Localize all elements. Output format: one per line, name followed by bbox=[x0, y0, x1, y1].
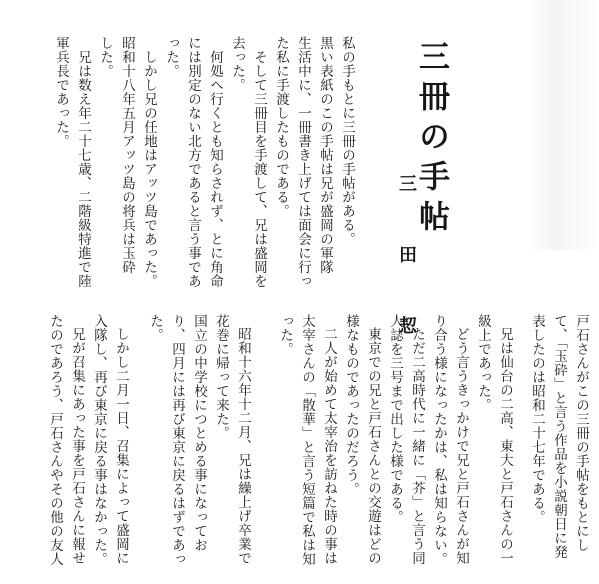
essay-title: 三冊の手帖 bbox=[413, 40, 449, 240]
lower-text-line: 国立の中学校につとめる事になってお bbox=[191, 314, 207, 552]
upper-text-line: 黒い表紙のこの手帖は兄が盛岡の軍隊 bbox=[317, 36, 333, 274]
lower-text-line: て、「玉砕」と言う作品を小説朝日に発 bbox=[551, 314, 567, 560]
upper-text-line: った。 bbox=[163, 36, 179, 78]
block-divider bbox=[8, 296, 591, 297]
upper-text-line: た私に手渡したものである。 bbox=[273, 36, 289, 218]
lower-text-line: た。 bbox=[147, 314, 163, 342]
upper-text-line: 兄は数え年二十七歳、二階級特進で陸 bbox=[75, 50, 91, 288]
author-name: 三 田 恝 bbox=[396, 174, 417, 350]
lower-text-line: 級上であった。 bbox=[475, 314, 491, 412]
lower-text-line: 表したのは昭和二十七年である。 bbox=[529, 314, 545, 524]
lower-text-line: たのであろう、戸石さんやその他の友人 bbox=[47, 314, 63, 566]
upper-text-line: 去った。 bbox=[229, 36, 245, 92]
lower-text-line: 人誌を三号まで出した様である。 bbox=[387, 314, 403, 524]
lower-text-line: った。 bbox=[277, 314, 293, 356]
upper-text-line: には別定のない北方であると言う事であ bbox=[185, 36, 201, 288]
lower-text-line: 入隊し、再び東京に戻る事はなかった。 bbox=[91, 314, 107, 566]
upper-text-line: した。 bbox=[97, 36, 113, 78]
lower-text-line: ただ二高時代に一緒に「芥」と言う同 bbox=[409, 327, 425, 565]
upper-text-line: 何処へ行くとも知らされず、とに角命 bbox=[207, 50, 223, 288]
lower-text-line: 昭和十六年十二月、兄は繰上げ卒業で bbox=[235, 327, 251, 565]
upper-text-line: そして三冊目を手渡して、兄は盛岡を bbox=[251, 50, 267, 288]
lower-text-line: 兄は仙台の二高、東大と戸石さんの一 bbox=[497, 327, 513, 565]
upper-text-line: 生活中に、一冊書き上げては面会に行っ bbox=[295, 36, 311, 288]
scan-edge-shading bbox=[528, 0, 599, 250]
lower-text-line: 東京での兄と戸石さんとの交遊はどの bbox=[365, 327, 381, 565]
lower-text-line: り、四月には再び東京に戻るはずであっ bbox=[169, 314, 185, 566]
lower-text-line: 戸石さんがこの三冊の手帖をもとにし bbox=[573, 314, 589, 552]
lower-text-line: 兄が召集にあった事を戸石さんに報せ bbox=[69, 327, 85, 565]
upper-text-line: 昭和十八年五月アッツ島の将兵は玉砕 bbox=[119, 36, 135, 274]
lower-text-line: 太宰さんの「散華」と言う短篇で私は知 bbox=[299, 314, 315, 566]
lower-text-line: 様なものであったのだろう。 bbox=[343, 314, 359, 496]
upper-text-line: 軍兵長であった。 bbox=[53, 36, 69, 148]
lower-text-line: 二人が始めて太宰治を訪ねた時の事は bbox=[321, 327, 337, 565]
upper-text-line: しかし兄の任地はアッツ島であった。 bbox=[141, 50, 157, 288]
lower-text-line: しかし二月一日、召集によって盛岡に bbox=[113, 327, 129, 565]
lower-text-line: り合う様になったかは、私は知らない。 bbox=[431, 314, 447, 566]
lower-text-line: 花巻に帰って来た。 bbox=[213, 314, 229, 440]
lower-text-line: どう言うきっかけで兄と戸石さんが知 bbox=[453, 327, 469, 565]
upper-text-line: 私の手もとに三冊の手帖がある。 bbox=[339, 36, 355, 246]
